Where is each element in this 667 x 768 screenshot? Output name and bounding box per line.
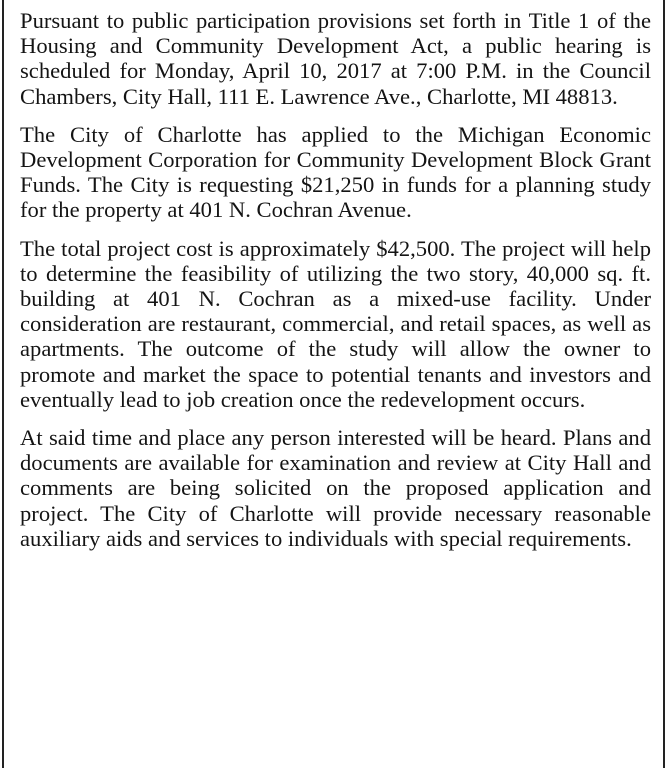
paragraph-hearing-schedule: Pursuant to public participation provisions set forth in Title 1 of the Housing and Community Development Act, a public hearing is scheduled for Monday, April 10, 2017 at 7:00 P.M. in the Council Chambers, City Hall, 111 E. Lawrence Ave., Charlotte, MI 48813. <box>20 8 651 109</box>
public-hearing-notice <box>2 0 665 768</box>
paragraph-project-description: The total project cost is approximately $42,500. The project will help to determine the feasibility of utilizing the two story, 40,000 sq. ft. building at 401 N. Cochran as a mixed-use facility. Under consideration are restaurant, commercial, and retail spaces, as well as apartments. The outcome of the study will allow the owner to promote and market the space to potential tenants and investors and eventually lead to job creation once the redevelopment occurs. <box>20 235 651 412</box>
paragraph-public-comment: At said time and place any person interested will be heard. Plans and documents are available for examination and review at City Hall and comments are being solicited on the proposed application and project. The City of Charlotte will provide necessary reasonable auxiliary aids and services to individuals with special requirements. <box>20 425 651 551</box>
paragraph-grant-application: The City of Charlotte has applied to the Michigan Economic Development Corporation for Community Development Block Grant Funds. The City is requesting $21,250 in funds for a planning study for the property at 401 N. Cochran Avenue. <box>20 121 651 223</box>
